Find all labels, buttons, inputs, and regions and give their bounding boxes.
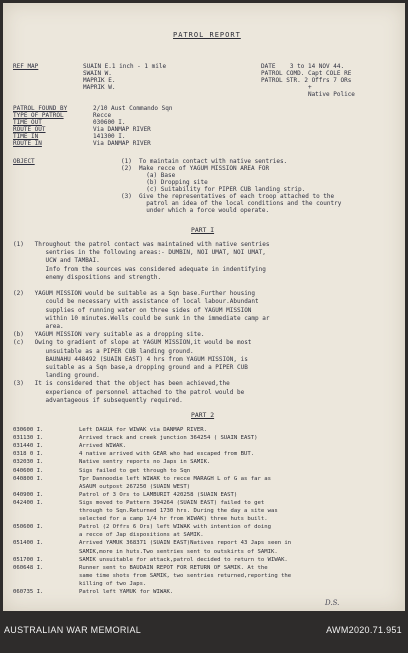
detail-value: 2/10 Aust Commando Sqn: [93, 105, 173, 112]
header-right-line: PATROL STR. 2 Offrs 7 ORs: [261, 77, 352, 84]
ref-map-label: REF MAP: [13, 63, 39, 70]
log-time: 042400 I.: [13, 499, 44, 506]
page-title: PATROL REPORT: [173, 31, 241, 39]
log-text: SAMIK,more in huts.Two sentries sent to outskirts of SAMIK.: [79, 548, 278, 555]
log-time: 032030 I.: [13, 459, 44, 466]
log-time: 040800 I.: [13, 475, 44, 482]
log-text: SAMIK unsuitable for attack,patrol decided to return to WIWAK.: [79, 556, 288, 563]
log-text: Patrol (2 Offrs 6 Ors) left WIWAK with intention of doing: [79, 524, 271, 531]
log-time: 051700 I.: [13, 556, 44, 563]
log-text: Tpr Dannoodie left WIWAK to recce MARAGH L of G as far as: [79, 475, 271, 482]
detail-value: 030600 I.: [93, 119, 126, 126]
log-time: 0318 0 I.: [13, 451, 44, 458]
part1-line: (1) Throughout the patrol contact was maintained with native sentries: [13, 241, 270, 248]
log-time: 030600 I.: [13, 427, 44, 433]
part1-line: within 10 minutes.Wells could be sunk in the immediate camp ar: [13, 314, 270, 322]
log-time: 031130 I.: [13, 435, 44, 442]
header-right-line: PATROL COMD. Capt COLE RE: [261, 70, 352, 77]
detail-label: TIME OUT: [13, 119, 42, 126]
part1-line: enemy dispositions and strength.: [13, 273, 162, 281]
part1-line: (c) Owing to gradient of slope at YAGUM MISSION,it would be most: [13, 339, 252, 347]
log-time: 040600 I.: [13, 467, 44, 474]
detail-label: ROUTE IN: [13, 140, 42, 147]
log-time: 031440 I.: [13, 443, 44, 450]
ref-map-line: MAPRIK W.: [83, 84, 116, 91]
object-line: patrol an idea of the local conditions and the country: [121, 200, 342, 207]
log-text: selected for a camp 1/4 hr from WIWAK) three huts built.: [79, 516, 268, 523]
part1-line: Info from the sources was considered adequate in indentifying: [13, 265, 266, 273]
log-text: Runner sent to BAUDAIN REPOT FOR RETURN OF SAMIK. At the: [79, 564, 268, 571]
part1-line: BAUNAHU 448492 (SUAIN EAST) 4 hrs from YAGUM MISSION, is: [13, 355, 248, 363]
object-line: (b) Dropping site: [121, 179, 208, 186]
log-text: Left DAGUA for WIWAK via DANMAP RIVER.: [79, 427, 207, 433]
detail-label: TYPE OF PATROL: [13, 112, 64, 119]
object-line: (2) Make recce of YAGUM MISSION AREA FOR: [121, 165, 270, 172]
log-text: Arrived track and creek junction 364254 ( SUAIN EAST): [79, 435, 258, 442]
part1-line: area.: [13, 323, 64, 330]
part1-line: (b) YAGUM MISSION very suitable as a dropping site.: [13, 331, 205, 339]
part1-line: advantageous if subsequently required.: [13, 396, 183, 404]
part1-line: suitable as a Sqn base,a dropping ground and a PIPER CUB: [13, 364, 248, 371]
footer-left: AUSTRALIAN WAR MEMORIAL: [4, 625, 142, 635]
log-text: Patrol of 3 Ors to LAMBURIT 420258 (SUAIN EAST): [79, 491, 238, 498]
footer-bar: [0, 611, 408, 653]
detail-value: Via DANMAP RIVER: [93, 140, 151, 147]
log-text: through to Sqn.Returned 1730 hrs. During the day a site was: [79, 508, 278, 514]
document-page: [3, 3, 405, 611]
log-text: Sigs failed to get through to Sqn: [79, 467, 191, 474]
part1-line: UCW and TAMBAI.: [13, 257, 100, 265]
detail-value: Recce: [93, 112, 112, 119]
log-time: 051400 I.: [13, 540, 44, 547]
ref-map-line: MAPRIK E.: [83, 77, 116, 84]
header-right-line: +: [261, 84, 312, 91]
log-time: 060735 I.: [13, 589, 44, 595]
header-right-line: DATE 3 to 14 NOV 44.: [261, 63, 345, 70]
part1-line: landing ground.: [13, 372, 100, 380]
log-text: Sigs moved to Pattern 394264 (SUAIN EAST) failed to get: [79, 499, 265, 506]
detail-label: TIME IN: [13, 133, 39, 140]
part1-line: experience of personnel attached to the patrol would be: [13, 388, 245, 396]
log-text: 4 native arrived with GEAR who had escaped from BUT.: [79, 451, 255, 458]
log-time: 050600 I.: [13, 524, 44, 531]
ref-map-line: SUAIN E.1 inch - 1 mile: [83, 63, 167, 70]
part1-line: (2) YAGUM MISSION would be suitable as a Sqn base.Further housing: [13, 290, 256, 298]
part1-line: sentries in the following areas:- DUMBIN, NOI UMAT, NOI UMAT,: [13, 249, 266, 257]
log-text: same time shots from SAMIK, two sentries returned,reporting the: [79, 572, 292, 579]
log-text: Arrived WIWAK.: [79, 443, 127, 450]
log-text: Native sentry reports no Japs in SAMIK.: [79, 459, 211, 466]
signature: D.S.: [325, 599, 340, 607]
log-time: 060648 I.: [13, 564, 44, 571]
object-label: OBJECT: [13, 158, 35, 165]
log-text: killing of two Japs.: [79, 580, 147, 587]
log-time: 040900 I.: [13, 491, 44, 498]
log-text: Patrol left YAMUK for WIWAK.: [79, 589, 174, 595]
part1-line: supplies of running water on three sides of YAGUM MISSION: [13, 306, 252, 314]
log-text: a recce of Jap dispositions at SAMIK.: [79, 532, 204, 539]
detail-value: Via DANMAP RIVER: [93, 126, 151, 133]
log-text: Arrived YAMUK 368371 (SUAIN EAST)Natives report 43 Japs seen in: [79, 540, 292, 547]
part1-line: could be necessary with assistance of local labour.Abundant: [13, 298, 259, 306]
log-text: ASAUM outpost 267250 (SUAIN WEST): [79, 483, 191, 490]
header-right-line: Native Police: [261, 91, 355, 98]
detail-label: PATROL FOUND BY: [13, 105, 68, 112]
object-line: (3) Give the representatives of each troop attached to the: [121, 193, 335, 200]
ref-map-line: SWAIN W.: [83, 70, 112, 77]
object-line: (c) Suitability for PIPER CUB landing strip.: [121, 186, 306, 193]
detail-value: 141300 I.: [93, 133, 126, 140]
part1-heading: PART I: [191, 226, 215, 234]
object-line: (1) To maintain contact with native sentries.: [121, 158, 288, 165]
object-line: under which a force would operate.: [121, 207, 270, 214]
part1-line: unsuitable as a PIPER CUB landing ground.: [13, 347, 194, 355]
footer-right: AWM2020.71.951: [326, 625, 402, 635]
object-line: (a) Base: [121, 172, 176, 179]
part1-line: (3) It is considered that the object has been achieved,the: [13, 380, 230, 388]
part2-heading: PART 2: [191, 411, 215, 419]
detail-label: ROUTE OUT: [13, 126, 46, 133]
